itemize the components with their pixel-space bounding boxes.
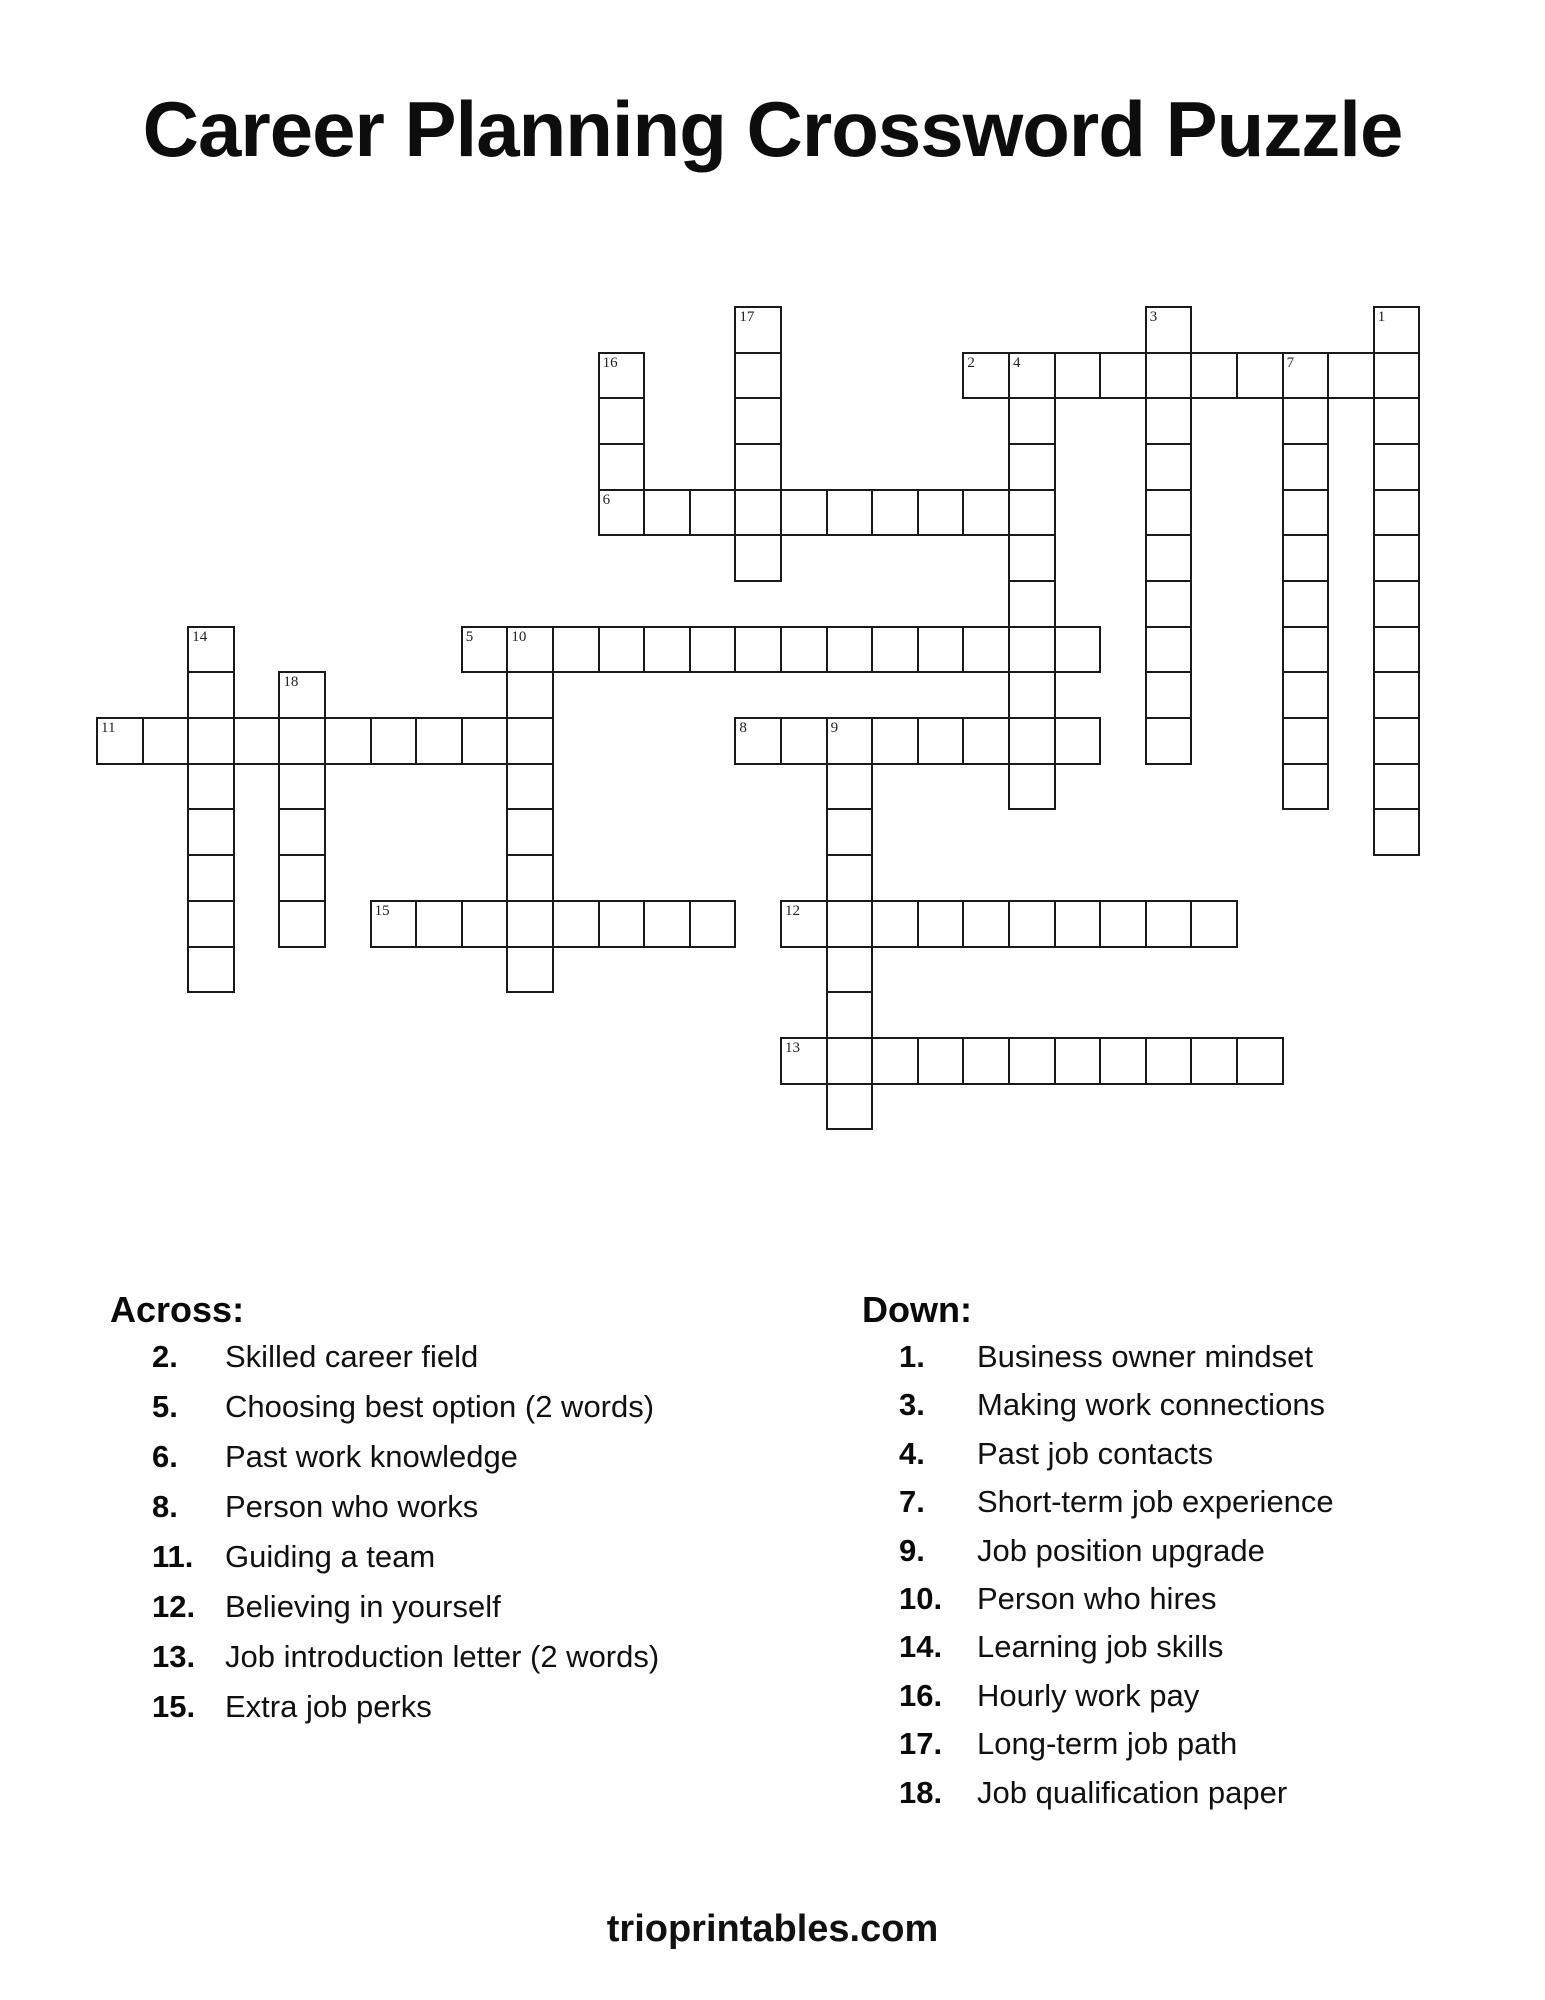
clue-text: Guiding a team: [225, 1539, 436, 1574]
site-footer: trioprintables.com: [606, 1908, 939, 1950]
crossword-cell: [643, 900, 691, 948]
crossword-cell: [187, 671, 235, 719]
crossword-cell: [506, 717, 554, 765]
cell-number: 10: [511, 628, 527, 645]
clue-number: 2.: [152, 1339, 178, 1374]
crossword-cell: [1008, 717, 1056, 765]
clue-number: 15.: [152, 1689, 196, 1724]
crossword-cell: [1282, 717, 1330, 765]
clue-text: Choosing best option (2 words): [225, 1389, 655, 1424]
cell-number: 13: [785, 1039, 800, 1056]
crossword-cell: [826, 808, 874, 856]
crossword-cell: [734, 534, 782, 582]
crossword-cell: [1282, 763, 1330, 811]
crossword-cell: [1145, 626, 1193, 674]
crossword-cell: [506, 626, 554, 674]
crossword-cell: [461, 900, 509, 948]
cell-number: 4: [1013, 354, 1021, 371]
crossword-cell: [233, 717, 281, 765]
crossword-cell: [689, 900, 737, 948]
crossword-cell: [734, 306, 782, 354]
down-heading: Down:: [862, 1289, 972, 1330]
crossword-cell: [506, 946, 554, 994]
crossword-cell: [187, 763, 235, 811]
crossword-cell: [598, 489, 646, 537]
crossword-cell: [1373, 671, 1421, 719]
crossword-cell: [1236, 1037, 1284, 1085]
crossword-cell: [1236, 352, 1284, 400]
crossword-cell: [826, 489, 874, 537]
crossword-cell: [324, 717, 372, 765]
cell-number: 17: [739, 309, 755, 325]
clue-number: 1.: [899, 1339, 925, 1374]
crossword-cell: [1145, 489, 1193, 537]
crossword-cell: [689, 489, 737, 537]
crossword-cell: [962, 717, 1010, 765]
crossword-cell: [1008, 397, 1056, 445]
crossword-cell: [187, 946, 235, 994]
crossword-cell: [506, 808, 554, 856]
crossword-cell: [780, 489, 828, 537]
crossword-cell: [689, 626, 737, 674]
crossword-cell: [552, 900, 600, 948]
crossword-cell: [780, 1037, 828, 1085]
clue-text: Short-term job experience: [977, 1484, 1334, 1520]
crossword-cell: [1008, 671, 1056, 719]
crossword-cell: [917, 900, 965, 948]
clue-number: 17.: [899, 1726, 943, 1762]
crossword-cell: [187, 808, 235, 856]
crossword-cell: [1008, 534, 1056, 582]
clue-number: 9.: [899, 1532, 925, 1568]
clue-number: 14.: [899, 1629, 943, 1665]
clue-number: 5.: [152, 1389, 178, 1424]
crossword-cell: [871, 626, 919, 674]
crossword-cell: [461, 717, 509, 765]
cell-number: 9: [830, 720, 839, 737]
clue-text: Hourly work pay: [977, 1677, 1200, 1713]
clue-number: 16.: [899, 1677, 943, 1713]
crossword-cell: [871, 1037, 919, 1085]
crossword-cell: [1373, 534, 1421, 582]
crossword-cell: [598, 900, 646, 948]
across-heading: Across:: [110, 1289, 245, 1330]
crossword-cell: [96, 717, 144, 765]
cell-number: 6: [602, 491, 611, 508]
crossword-cell: [1373, 626, 1421, 674]
crossword-cell: [1054, 1037, 1102, 1085]
crossword-cell: [826, 900, 874, 948]
crossword-cell: [917, 626, 965, 674]
crossword-cell: [1099, 1037, 1147, 1085]
cell-number: 12: [785, 902, 800, 919]
crossword-cell: [1145, 1037, 1193, 1085]
crossword-cell: [780, 626, 828, 674]
crossword-cell: [962, 900, 1010, 948]
crossword-cell: [1008, 900, 1056, 948]
crossword-cell: [871, 489, 919, 537]
crossword-cell: [142, 717, 190, 765]
crossword-cell: [1190, 1037, 1238, 1085]
crossword-cell: [826, 626, 874, 674]
crossword-cell: [278, 763, 326, 811]
crossword-cell: [1099, 352, 1147, 400]
clue-text: Past job contacts: [977, 1435, 1214, 1471]
crossword-cell: [1282, 443, 1330, 491]
crossword-cell: [370, 900, 418, 948]
crossword-cell: [780, 717, 828, 765]
crossword-cell: [1282, 580, 1330, 628]
crossword-cell: [962, 489, 1010, 537]
crossword-cell: [734, 443, 782, 491]
crossword-cell: [1145, 306, 1193, 354]
crossword-cell: [278, 900, 326, 948]
crossword-cell: [1282, 489, 1330, 537]
crossword-cell: [1373, 352, 1421, 400]
crossword-cell: [643, 626, 691, 674]
crossword-cell: [1373, 397, 1421, 445]
clue-number: 3.: [899, 1387, 925, 1423]
crossword-cell: [962, 352, 1010, 400]
crossword-cell: [1008, 352, 1056, 400]
crossword-cell: [1145, 717, 1193, 765]
crossword-cell: [506, 671, 554, 719]
crossword-cell: [370, 717, 418, 765]
crossword-cell: [962, 1037, 1010, 1085]
crossword-cell: [1190, 900, 1238, 948]
crossword-cell: [1373, 443, 1421, 491]
crossword-cell: [826, 763, 874, 811]
crossword-cell: [1282, 352, 1330, 400]
cell-number: 14: [192, 628, 208, 645]
crossword-cell: [871, 900, 919, 948]
clue-number: 11.: [152, 1539, 194, 1574]
crossword-cell: [278, 671, 326, 719]
crossword-cell: [826, 717, 874, 765]
clue-text: Skilled career field: [225, 1339, 479, 1374]
clue-text: Business owner mindset: [977, 1339, 1313, 1374]
crossword-cell: [780, 900, 828, 948]
crossword-cell: [1282, 671, 1330, 719]
clue-number: 6.: [152, 1439, 178, 1474]
cell-number: 8: [739, 720, 747, 737]
crossword-cell: [506, 763, 554, 811]
clue-text: Making work connections: [977, 1387, 1326, 1423]
crossword-cell: [506, 854, 554, 902]
crossword-cell: [598, 443, 646, 491]
clue-text: Job introduction letter (2 words): [225, 1639, 660, 1674]
crossword-cell: [1190, 352, 1238, 400]
crossword-cell: [1145, 352, 1193, 400]
crossword-cell: [871, 717, 919, 765]
crossword-cell: [187, 900, 235, 948]
crossword-cell: [187, 626, 235, 674]
crossword-cell: [187, 717, 235, 765]
crossword-cell: [1373, 717, 1421, 765]
crossword-cell: [1008, 626, 1056, 674]
clue-text: Believing in yourself: [225, 1589, 501, 1624]
crossword-cell: [1054, 352, 1102, 400]
crossword-cell: [917, 489, 965, 537]
cell-number: 18: [283, 674, 299, 691]
crossword-cell: [1145, 900, 1193, 948]
crossword-cell: [598, 626, 646, 674]
clue-text: Learning job skills: [977, 1629, 1224, 1665]
cell-number: 15: [374, 902, 390, 919]
crossword-cell: [1008, 1037, 1056, 1085]
cell-number: 3: [1149, 309, 1158, 325]
clue-number: 4.: [899, 1435, 925, 1471]
crossword-cell: [826, 946, 874, 994]
crossword-cell: [1008, 443, 1056, 491]
crossword-cell: [1145, 443, 1193, 491]
clue-text: Past work knowledge: [225, 1439, 518, 1474]
crossword-cell: [1373, 763, 1421, 811]
crossword-cell: [1373, 808, 1421, 856]
crossword-cell: [826, 1037, 874, 1085]
crossword-cell: [1054, 717, 1102, 765]
crossword-cell: [1373, 580, 1421, 628]
crossword-cell: [278, 808, 326, 856]
clue-number: 12.: [152, 1589, 196, 1624]
clue-number: 8.: [152, 1489, 178, 1524]
crossword-cell: [506, 900, 554, 948]
cell-number: 2: [967, 354, 975, 371]
cell-number: 5: [465, 628, 474, 645]
crossword-cell: [1008, 489, 1056, 537]
cell-number: 1: [1377, 309, 1386, 325]
crossword-cell: [415, 717, 463, 765]
crossword-cell: [1282, 397, 1330, 445]
crossword-cell: [1008, 580, 1056, 628]
crossword-cell: [734, 352, 782, 400]
crossword-cell: [1008, 763, 1056, 811]
crossword-cell: [1145, 534, 1193, 582]
crossword-cell: [734, 717, 782, 765]
crossword-cell: [1373, 489, 1421, 537]
clue-text: Job qualification paper: [977, 1774, 1288, 1810]
crossword-cell: [1054, 900, 1102, 948]
cell-number: 16: [602, 354, 618, 371]
crossword-cell: [598, 352, 646, 400]
crossword-cell: [1145, 580, 1193, 628]
crossword-cell: [734, 626, 782, 674]
crossword-cell: [598, 397, 646, 445]
crossword-cell: [187, 854, 235, 902]
clue-number: 13.: [152, 1639, 196, 1674]
crossword-cell: [1282, 534, 1330, 582]
crossword-cell: [734, 489, 782, 537]
crossword-cell: [1282, 626, 1330, 674]
clue-text: Long-term job path: [977, 1726, 1238, 1762]
cell-number: 7: [1286, 354, 1295, 371]
crossword-cell: [1327, 352, 1375, 400]
puzzle-title: Career Planning Crossword Puzzle: [142, 85, 1403, 173]
clue-number: 10.: [899, 1581, 943, 1616]
crossword-cell: [1145, 671, 1193, 719]
clue-text: Extra job perks: [225, 1689, 432, 1724]
crossword-cell: [734, 397, 782, 445]
clue-text: Person who hires: [977, 1581, 1217, 1616]
clue-text: Person who works: [225, 1489, 479, 1524]
clue-number: 7.: [899, 1484, 925, 1520]
crossword-cell: [962, 626, 1010, 674]
crossword-cell: [552, 626, 600, 674]
crossword-cell: [1099, 900, 1147, 948]
crossword-cell: [917, 1037, 965, 1085]
crossword-cell: [1373, 306, 1421, 354]
crossword-cell: [415, 900, 463, 948]
crossword-cell: [461, 626, 509, 674]
crossword-cell: [917, 717, 965, 765]
crossword-cell: [826, 1083, 874, 1131]
clue-number: 18.: [899, 1774, 943, 1810]
crossword-cell: [278, 717, 326, 765]
cell-number: 11: [101, 720, 116, 737]
crossword-cell: [643, 489, 691, 537]
crossword-cell: [1145, 397, 1193, 445]
crossword-cell: [826, 854, 874, 902]
crossword-cell: [278, 854, 326, 902]
clue-text: Job position upgrade: [977, 1532, 1265, 1568]
crossword-cell: [826, 991, 874, 1039]
crossword-cell: [1054, 626, 1102, 674]
